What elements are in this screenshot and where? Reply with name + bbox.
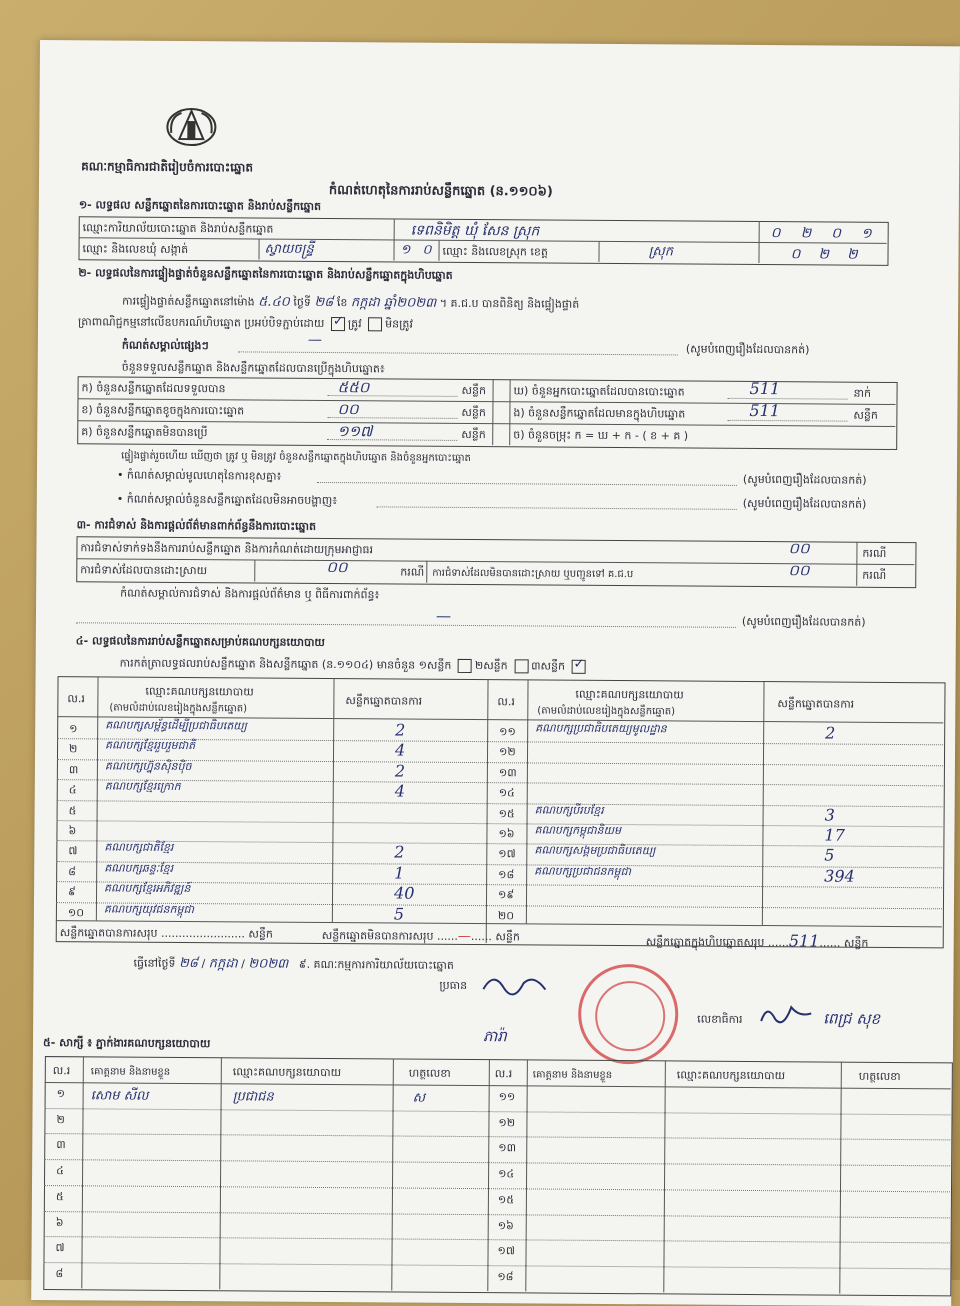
party-name: គណបក្សខ្មែរក្រោក [104, 779, 181, 794]
section3-title: ៣- ការជំទាស់ និងការផ្តល់ព័ត៌មានពាក់ព័ន្ធនឹងការបោះឆ្នោត [76, 518, 317, 533]
party-row-number: ១០ [67, 905, 85, 919]
party-row-number: ៤ [68, 783, 77, 797]
total-ballots-label: សន្លឹកឆ្នោតក្នុងហិបឆ្នោតសរុប [645, 935, 765, 950]
check-time-text [122, 293, 579, 315]
seal-check-label: ត្រាពាណិជ្ជកម្មនៅលើឧបករណ៍ហិបឆ្នោត ប្រអប់បិទភ្ជាប់ដោយ [77, 315, 325, 330]
total-valid-label: សន្លឹកឆ្នោតបានការសរុប [59, 926, 158, 940]
party-votes: 2 [394, 842, 405, 862]
party-name: គណបក្សបីរបខ្មែរ [534, 803, 604, 817]
resolved-value: ០០ [326, 558, 348, 577]
unused-ballots-label: គ) ចំនួនសន្លឹកឆ្នោតមិនបានប្រើ [81, 425, 208, 440]
code-digit: ១ [400, 242, 423, 258]
unresolved-label: ការជំទាស់ដែលមិនបានដោះស្រាយ ឬបញ្ជូនទៅ គ.ជ.ប [432, 567, 634, 581]
witness-col-party: ឈ្មោះគណបក្សនយោបាយ [232, 1065, 342, 1080]
witness-name: សោម សីល [90, 1088, 149, 1104]
party-row-number: ៩ [68, 885, 76, 899]
unused-ballots-value: ១១៧ [337, 422, 373, 441]
received-ballots-value: ៥៥០ [337, 378, 370, 397]
polling-station-code [771, 223, 892, 245]
party-votes: 3 [824, 805, 835, 825]
unresolved-value: ០០ [788, 561, 810, 580]
ballots-in-box-value: 511 [749, 400, 781, 421]
party-name: គណបក្សជាតិខ្មែរ [104, 840, 174, 855]
check-time-value: ៥.៤០ [258, 294, 290, 310]
party-name: គណបក្សហ្វ៊ុនស៊ិនប៉ិច [104, 759, 192, 773]
code-digit: ២ [846, 246, 876, 263]
unit-cases: ករណី [400, 565, 425, 579]
col-header-no: ល.រ [67, 692, 85, 706]
secretary-label: លេខាធិការ [697, 1012, 743, 1026]
date-month: កក្កដា [208, 956, 238, 972]
fill-hint: (សូមបំពេញរឿងដែលបានកត់) [742, 472, 867, 487]
sheet-count-text [120, 657, 589, 676]
remark-mark: — [307, 331, 322, 348]
unit: សន្លឹក [248, 927, 273, 941]
check-month-value: កក្កដា ឆ្នាំ២០២៣ [350, 295, 437, 311]
party-name: គណបក្សខ្មែរអភិវឌ្ឍន៍ [104, 881, 191, 896]
party-name: គណបក្សឆន្ទៈខ្មែរ [104, 861, 174, 875]
total-invalid-label: សន្លឹកឆ្នោតមិនបានការសរុប [321, 928, 434, 943]
signing-date: ធ្វើនៅថ្ងៃទី ២៨ / កក្កដា / ២០២៣ ៩. គណៈកម្មការការិយាល័យបោះឆ្នោត [133, 955, 454, 972]
party-row-number: ១៨ [498, 868, 515, 882]
party-name: គណបក្សយុវជនកម្ពុជា [103, 902, 195, 916]
total-valid-text: សន្លឹកឆ្នោតបានការសរុប ........................ សន្លឹក [59, 926, 273, 941]
party-votes: 40 [393, 883, 415, 903]
voters-count-value: 511 [749, 378, 781, 399]
witness-row-number: ១៤ [498, 1167, 515, 1181]
witness-row-number: ៤ [56, 1164, 64, 1178]
date-day: ២៨ [178, 955, 199, 972]
commune-label: ឈ្មោះ និងលេខឃុំ សង្កាត់ [82, 242, 189, 257]
party-name: គណបក្សខ្មែររួបរួមជាតិ [105, 738, 196, 753]
section4-title: ៤- លទ្ធផលនៃការរាប់សន្លឹកឆ្នោតសម្រាប់គណបក្សនយោបាយ [75, 634, 325, 650]
party-row-number: ៧ [68, 844, 78, 858]
unit: សន្លឹក [843, 936, 869, 950]
seal-correct-checkbox[interactable]: ✓ [331, 317, 345, 331]
district-label: ឈ្មោះ និងលេខស្រុក ខេត្ត [442, 244, 548, 259]
witness-col-name: គោត្តនាម និងនាមខ្លួន [532, 1069, 613, 1082]
difference-reason-label: • កំណត់សម្គាល់មូលហេតុនៃការខុសគ្នា៖ [116, 468, 282, 483]
party-votes: 394 [824, 866, 855, 886]
witness-row-number: ១១ [498, 1090, 516, 1104]
complaints-count-label: ការជំទាស់ទាក់ទងនឹងការរាប់សន្លឹកឆ្នោត និងការកំណត់ដោយក្រុមអាជ្ញាធរ [80, 541, 374, 557]
witness-party: ប្រជាជន [232, 1089, 274, 1105]
sheet-one-checkbox[interactable] [458, 659, 472, 673]
unit: សន្លឹក [461, 383, 487, 398]
party-row-number: ៦ [68, 824, 77, 838]
official-stamp-icon [578, 964, 679, 1065]
fill-hint: (សូមបំពេញរឿងដែលបានកត់) [742, 496, 867, 511]
party-votes: 4 [394, 781, 406, 801]
code-digit: ២ [818, 246, 848, 263]
witness-row-number: ៧ [55, 1241, 65, 1255]
total-ballots-value: 511 [788, 931, 820, 951]
party-votes: 2 [394, 761, 406, 781]
party-votes: 1 [394, 863, 405, 883]
witness-col-no: ល.រ [494, 1067, 513, 1081]
party-votes: 17 [824, 825, 845, 845]
party-row-number: ១៩ [497, 888, 515, 902]
polling-station-name: ទេពនិមិត្ត ឃុំ សែន ស្រុក [410, 222, 540, 240]
seal-incorrect-label: មិនត្រូវ [385, 317, 413, 331]
witness-row-number: ១៨ [497, 1270, 514, 1284]
received-ballots-label: ក) ចំនួនសន្លឹកឆ្នោតដែលទទួលបាន [81, 381, 226, 396]
witness-col-name: គោត្តនាម និងនាមខ្លួន [90, 1066, 171, 1078]
witness-row-number: ១៧ [497, 1244, 515, 1258]
party-row-number: ២០ [497, 908, 515, 922]
committee-label: ៩. គណៈកម្មការការិយាល័យបោះឆ្នោត [298, 957, 454, 972]
col-header-no: ល.រ [497, 695, 515, 709]
total-invalid-value: — [457, 928, 472, 945]
unit-cases: ករណី [862, 568, 887, 582]
ballot-count-form [31, 40, 960, 1306]
witness-row-number: ១ [56, 1087, 66, 1101]
witness-col-no: ល.រ [52, 1064, 71, 1078]
section2-title: ២- លទ្ធផលនៃការផ្ទៀងផ្ទាត់ចំនួនសន្លឹកឆ្នោតនៃការបោះឆ្នោត និងរាប់សន្លឹកឆ្នោតក្នុងហិបឆ្នោត [78, 266, 453, 282]
party-name: គណបក្សសង្គមប្រជាធិបតេយ្យ [534, 843, 656, 858]
seal-check-text [78, 315, 413, 333]
witness-row-number: ៥ [55, 1189, 64, 1203]
check-verify-text: ។ គ.ជ.ប បានពិនិត្យ និងផ្ទៀងផ្ទាត់ [439, 296, 580, 311]
commune-code [400, 242, 443, 261]
party-votes: 5 [824, 845, 835, 865]
party-name: គណបក្សកម្ពុជានិយម [534, 823, 622, 838]
party-row-number: ១៥ [498, 806, 515, 820]
witness-row-number: ៦ [55, 1215, 64, 1229]
witness-col-sign: ហត្ថលេខា [858, 1069, 901, 1084]
party-row-number: ៨ [68, 865, 77, 879]
unit: សន្លឹក [461, 427, 486, 442]
complaints-count-value: ០០ [788, 539, 810, 558]
col-header-party-sub: (តាមលំដាប់លេខរៀងក្នុងសន្លឹកឆ្នោត) [537, 705, 676, 718]
unit: សន្លឹក [461, 405, 486, 420]
unit: សន្លឹក [495, 930, 520, 944]
witness-row-number: ២ [56, 1112, 65, 1126]
party-row-number: ១ [69, 722, 78, 736]
witness-row-number: ១៥ [497, 1193, 515, 1207]
spoiled-ballots-value: ០០ [337, 400, 359, 419]
section5-title: ៥- សាក្សី ៖ ភ្នាក់ងារគណបក្សនយោបាយ [42, 1036, 211, 1051]
party-row-number: ១៣ [498, 766, 517, 780]
complaint-remark-mark: — [435, 606, 452, 625]
col-header-party-sub: (តាមលំដាប់លេខរៀងក្នុងសន្លឹកឆ្នោត) [109, 702, 248, 715]
witness-row-number: ១៣ [498, 1141, 517, 1155]
unit-cases: ករណី [862, 546, 887, 560]
section1-title: ១- លទ្ធផល សន្លឹកឆ្នោតនៃការបោះឆ្នោត និងរាប់សន្លឹកឆ្នោត [78, 198, 322, 213]
unit: នាក់ [853, 386, 872, 400]
party-row-number: ៥ [68, 803, 77, 817]
missing-ballots-label: • កំណត់សម្គាល់ចំនួនសន្លឹកឆ្នោតដែលមិនអាចបង្ហាញ៖ [116, 492, 338, 508]
party-votes: 2 [395, 720, 406, 740]
party-row-number: ១៧ [498, 847, 516, 861]
unit: សន្លឹក [853, 408, 878, 422]
sheet-two-label: ២សន្លឹក [474, 659, 508, 673]
total-invalid-text: សន្លឹកឆ្នោតមិនបានការសរុប ......—...... សន្លឹក [321, 928, 520, 945]
form-title: កំណត់ហេតុនៃការរាប់សន្លឹកឆ្នោត (ន.១១០៦) [328, 183, 553, 200]
witness-col-party: ឈ្មោះគណបក្សនយោបាយ [676, 1068, 786, 1083]
witness-row-number: ៨ [55, 1267, 64, 1281]
fill-hint: (សូមបំពេញរឿងដែលបានកត់) [741, 614, 866, 629]
party-votes: 4 [394, 740, 406, 760]
party-votes: 5 [393, 904, 405, 924]
witness-row-number: ១៦ [497, 1218, 514, 1232]
witness-col-sign: ហត្ថលេខា [408, 1066, 451, 1080]
witness-signature: ស [412, 1090, 426, 1106]
remark-hint: (សូមបំពេញរឿងដែលបានកត់) [685, 342, 810, 357]
party-row-number: ១២ [498, 745, 516, 759]
polling-station-label: ឈ្មោះការិយាល័យបោះឆ្នោត និងរាប់សន្លឹកឆ្នោត [82, 221, 274, 236]
secretary-signature-icon [757, 999, 817, 1029]
spoiled-ballots-label: ខ) ចំនួនសន្លឹកឆ្នោតខូចក្នុងការបោះឆ្នោត [81, 403, 245, 418]
code-digit: ០ [790, 246, 819, 263]
district-name: ស្រុក [648, 244, 674, 260]
check-time-label: ការផ្ទៀងផ្ទាត់សន្លឹកឆ្នោតនៅម៉ោង [122, 294, 255, 309]
chair-label: ប្រធាន [439, 978, 468, 993]
date-year: ២០២៣ [248, 956, 289, 972]
col-header-party: ឈ្មោះគណបក្សនយោបាយ [575, 687, 684, 702]
coat-of-arms-icon [161, 103, 221, 149]
remark-label: កំណត់សម្គាល់ផ្សេងៗ [121, 338, 209, 353]
code-digit: ០ [770, 225, 801, 242]
party-row-number: ២ [69, 742, 78, 756]
party-row-number: ១១ [499, 725, 516, 739]
resolved-label: ការជំទាស់ដែលបានដោះស្រាយ [80, 563, 208, 578]
sheet-two-checkbox[interactable] [514, 659, 528, 673]
witness-row-number: ៣ [56, 1138, 66, 1152]
party-name: គណបក្សប្រជាជនកម្ពុជា [534, 864, 632, 878]
code-digit: ០ [831, 225, 862, 242]
chair-name: ភារ៉ា [482, 1027, 507, 1046]
match-note: ផ្ទៀងផ្ទាត់រួចហើយ ឃើញថា ត្រូវ ឬ មិនត្រូវ ចំនួនសន្លឹកឆ្នោតក្នុងហិបឆ្នោត និងចំនួនអ្នកបោះឆ្នោត [121, 450, 471, 465]
date-label: ធ្វើនៅថ្ងៃទី [133, 956, 176, 970]
secretary-name: ពេជ្រ សុខ [823, 1009, 881, 1028]
commune-name: ស្វាយចន្ទ្រី [264, 241, 314, 257]
party-row-number: ១៦ [498, 827, 515, 841]
col-header-votes: សន្លឹកឆ្នោតបានការ [777, 697, 855, 711]
check-day-value: ២៨ [314, 294, 334, 311]
sheet-count-label: ការកត់ត្រាលទ្ធផលរាប់សន្លឹកឆ្នោត និងសន្លឹកឆ្នោត (ន.១១០៤) មានចំនួន ១សន្លឹក [119, 656, 452, 672]
total-ballots-text: សន្លឹកឆ្នោតក្នុងហិបឆ្នោតសរុប ......511...... សន្លឹក [645, 931, 869, 951]
col-header-party: ឈ្មោះគណបក្សនយោបាយ [145, 684, 254, 699]
sheet-three-checkbox[interactable]: ✓ [571, 660, 585, 674]
check-day-label: ថ្ងៃទី [293, 295, 311, 309]
code-digit: ១ [861, 225, 892, 242]
ballots-in-box-label: ង) ចំនួនសន្លឹកឆ្នោតដែលមានក្នុងហិបឆ្នោត [513, 406, 686, 421]
party-name: គណបក្សប្រជាធិបតេយ្យមូលដ្ឋាន [535, 721, 667, 736]
formula-label: ច) ចំនួនចម្រុះ ក = ឃ + ក - ( ខ + គ ) [513, 428, 689, 443]
seal-correct-label: ត្រូវ [347, 317, 362, 331]
district-code [790, 244, 875, 266]
party-row-number: ៣ [68, 763, 79, 777]
org-line: គណៈកម្មាធិការជាតិរៀបចំការបោះឆ្នោត [81, 159, 254, 175]
party-row-number: ១៤ [498, 786, 515, 800]
witness-row-number: ១២ [498, 1115, 516, 1130]
complaint-remark-label: កំណត់សម្គាល់ការជំទាស់ និងការផ្តល់ព័ត៌មាន ឬ ពិធីការពាក់ព័ន្ធ៖ [120, 586, 380, 602]
party-name: គណបក្សសម្ព័ន្ធដើម្បីប្រជាធិបតេយ្យ [105, 718, 248, 733]
voters-count-label: ឃ) ចំនួនអ្នកបោះឆ្នោតដែលបានបោះឆ្នោត [513, 384, 685, 399]
ballot-table-intro: ចំនួនទទួលសន្លឹកឆ្នោត និងសន្លឹកឆ្នោតដែលបានប្រើក្នុងហិបឆ្នោត៖ [121, 360, 385, 376]
sheet-three-label: ៣សន្លឹក [531, 659, 566, 673]
code-digit: ២ [800, 225, 832, 242]
check-month-label: ខែ [336, 296, 348, 310]
code-digit: ០ [422, 242, 444, 258]
party-votes: 2 [825, 723, 836, 743]
col-header-votes: សន្លឹកឆ្នោតបានការ [345, 694, 423, 708]
chair-signature-icon [479, 969, 559, 998]
seal-incorrect-checkbox[interactable] [368, 317, 382, 331]
